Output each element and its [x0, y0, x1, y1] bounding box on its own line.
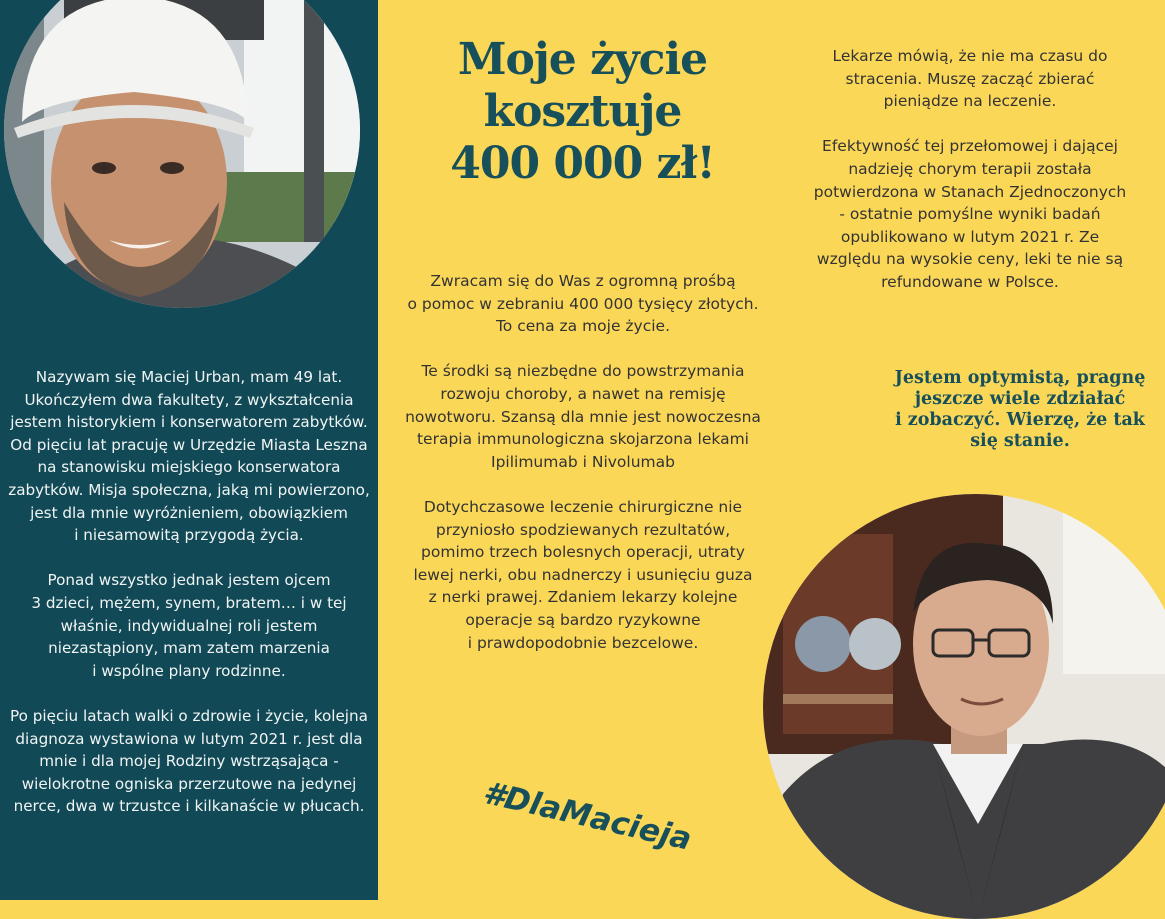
bio-paragraph: Ponad wszystko jednak jestem ojcem 3 dzieci, mężem, synem, bratem… i w tej właśnie, indywidualnej roli jestem niezastąpiony, mam zatem marzenia i wspólne plany rodzinne. [31, 571, 347, 680]
bio-paragraph: Po pięciu latach walki o zdrowie i życie, kolejna diagnoza wystawiona w lutym 2021 r. jest dla mnie i dla mojej Rodziny wstrząsająca - wielokrotne ogniska przerzutowe na jedynej nerce, dwa w trzustce i kilkanaście w płucach. [10, 706, 368, 816]
optimism-quote: Jestem optymistą, pragnę jeszcze wiele zdziałać i zobaczyć. Wierzę, że tak się stanie. [894, 368, 1146, 451]
left-panel [0, 0, 378, 900]
therapy-text [800, 45, 1140, 316]
bio-paragraph: Nazywam się Maciej Urban, mam 49 lat. Ukończyłem dwa fakultety, z wykształcenia jestem historykiem i konserwatorem zabytków. Od pięciu lat pracuję w Urzędzie Miasta Leszna na stanowisku miejskiego konserwatora zabytków. Misja społeczna, jaką mi powierzono, jest dla mnie wyróżnieniem, obowiązkiem i niesamowitą przygodą życia. [8, 368, 370, 545]
appeal-paragraph: Dotychczasowe leczenie chirurgiczne nie przyniosło spodziewanych rezultatów, pomimo trzech bolesnych operacji, utraty lewej nerki, obu nadnerczy i usunięciu guza z nerki prawej. Zdaniem lekarzy kolejne operacje są bardzo ryzykowne i prawdopodobnie bezcelowe. [413, 497, 753, 652]
portrait-photo-glasses [763, 494, 1165, 919]
portrait-glasses-image [763, 494, 1165, 919]
portrait-helmet-image [4, 0, 360, 308]
page-title: Moje życie kosztuje 400 000 zł! [450, 34, 715, 189]
hashtag: #DlaMacieja [479, 775, 695, 858]
appeal-paragraph: Zwracam się do Was z ogromną prośbą o pomoc w zebraniu 400 000 tysięcy złotych. To cena za moje życie. [407, 272, 759, 336]
biography-text [2, 366, 376, 840]
appeal-text [388, 270, 778, 677]
appeal-paragraph: Te środki są niezbędne do powstrzymania rozwoju choroby, a nawet na remisję nowotworu. Szansą dla mnie jest nowoczesna terapia immunologiczna skojarzona lekami Ipilimumab i Nivolumab [405, 362, 761, 471]
portrait-photo-helmet [4, 0, 360, 308]
therapy-paragraph: Efektywność tej przełomowej i dającej nadzieję chorym terapii została potwierdzona w Stanach Zjednoczonych - ostatnie pomyślne wyniki badań opublikowano w lutym 2021 r. Ze względu na wysokie ceny, leki te nie są refundowane w Polsce. [813, 137, 1127, 291]
therapy-paragraph: Lekarze mówią, że nie ma czasu do stracenia. Muszę zacząć zbierać pieniądze na leczenie. [832, 47, 1108, 111]
